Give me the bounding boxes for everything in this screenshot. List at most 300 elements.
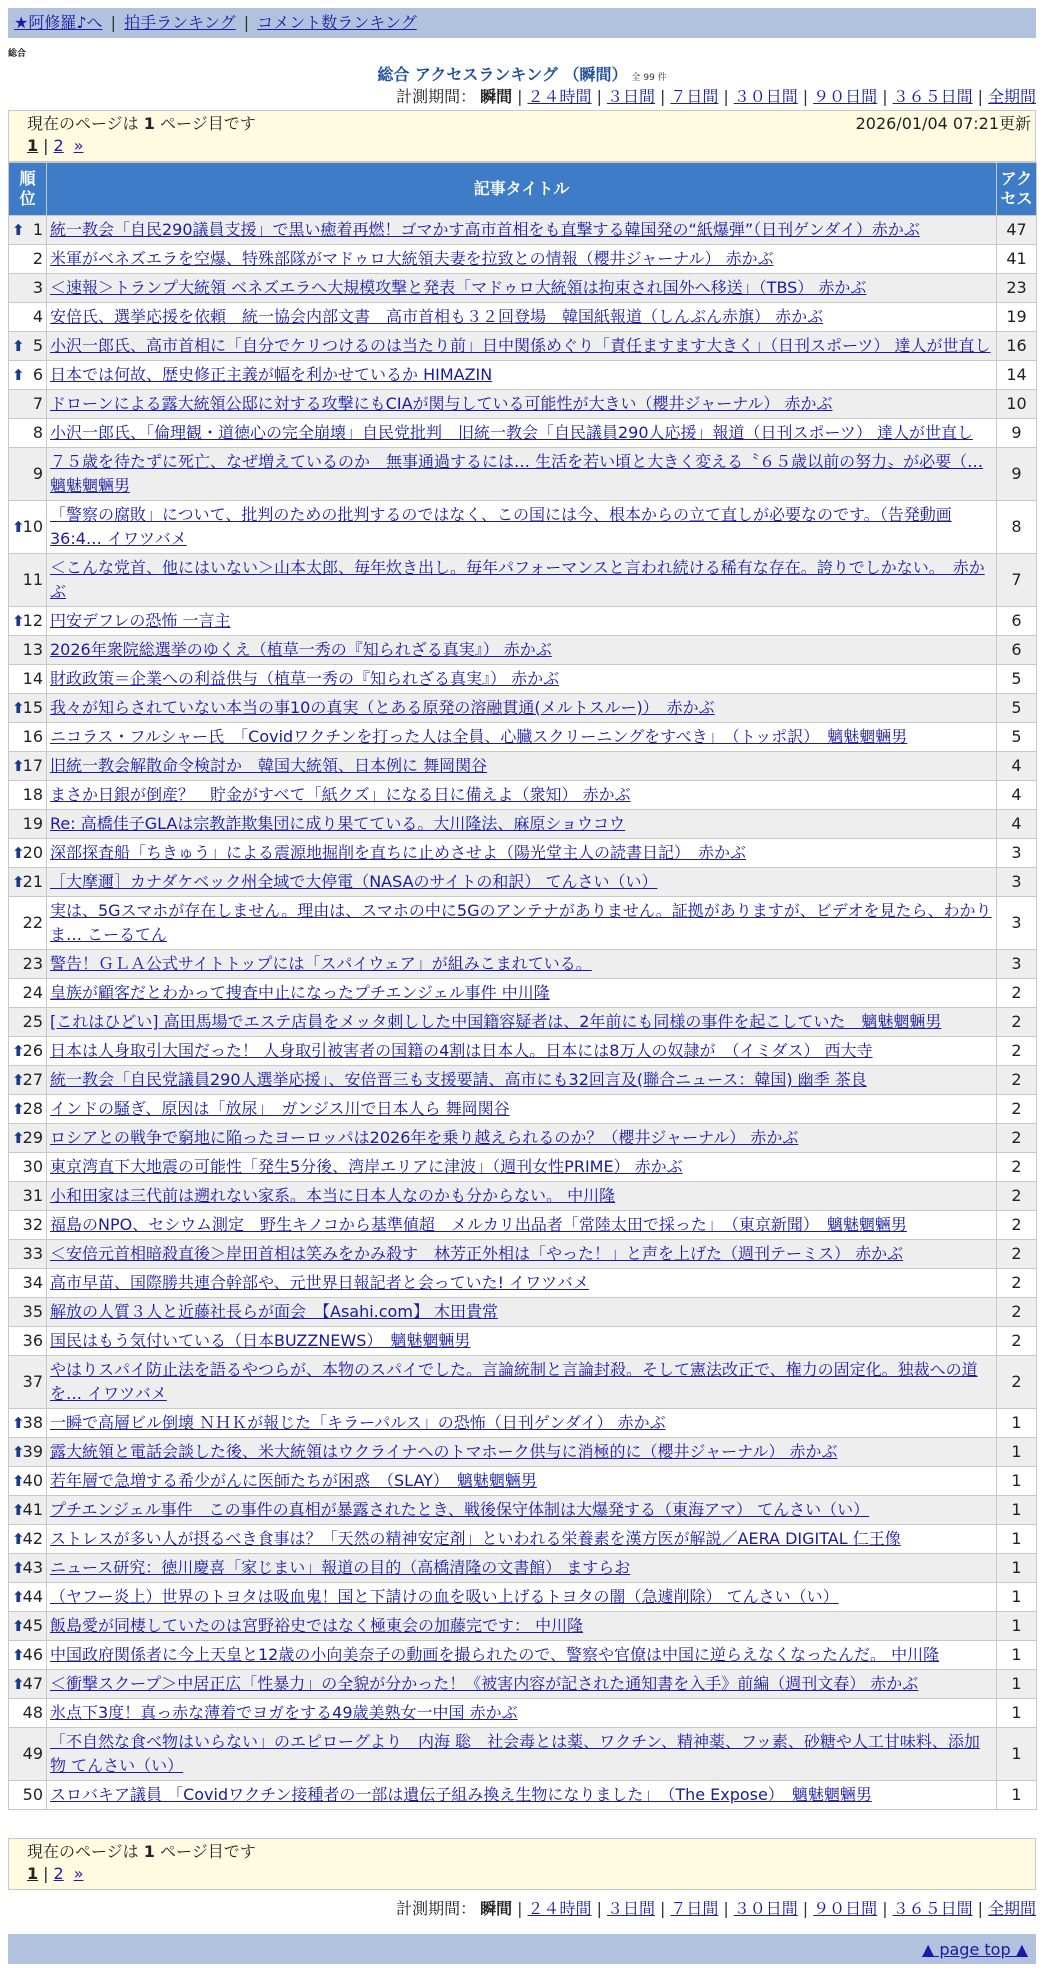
rank-cell	[9, 1240, 47, 1269]
access-count: 2	[997, 1153, 1037, 1182]
title-cell	[47, 1525, 997, 1554]
rank-cell	[9, 332, 47, 361]
access-count: 3	[997, 868, 1037, 897]
table-row	[9, 979, 1037, 1008]
rank-number: 8	[32, 423, 43, 442]
title-cell	[47, 1211, 997, 1240]
rank-cell	[9, 1670, 47, 1699]
rank-up-arrow-icon: ⬆	[12, 518, 25, 536]
title-cell	[47, 781, 997, 810]
access-count: 5	[997, 694, 1037, 723]
page-info-top	[8, 110, 1036, 162]
article-title-link[interactable]: 日本では何故、歴史修正主義が幅を利かせているか HIMAZIN	[50, 365, 493, 384]
access-count: 6	[997, 607, 1037, 636]
title-cell	[47, 1356, 997, 1409]
rank-number: 35	[22, 1302, 43, 1321]
article-title-link[interactable]: 小和田家は三代前は遡れない家系。本当に日本人なのかも分からない。 中川隆	[50, 1186, 616, 1205]
pagination-current: 1	[27, 1864, 39, 1883]
rank-cell	[9, 781, 47, 810]
title-cell	[47, 361, 997, 390]
table-row	[9, 1670, 1037, 1699]
article-title-link[interactable]: ドローンによる露大統領公邸に対する攻撃にもCIAが関与している可能性が大きい（櫻井ジャーナル） 赤かぶ	[50, 394, 833, 413]
article-title-link[interactable]: やはりスパイ防止法を語るやつらが、本物のスパイでした。言論統制と言論封殺。そして憲法改正で、権力の固定化。独裁への道を… イワツバメ	[50, 1360, 978, 1403]
period-option-7[interactable]: 全期間	[987, 87, 1036, 106]
article-title-link[interactable]: 実は、5Gスマホが存在しません。理由は、スマホの中に5Gのアンテナがありません。証拠がありますが、ビデオを見たら、わかりま… こーるてん	[50, 901, 992, 944]
rank-up-arrow-icon: ⬆	[12, 1042, 25, 1060]
rank-number: 22	[22, 913, 43, 932]
article-title-link[interactable]: 小沢一郎氏、「倫理観・道徳心の完全崩壊」自民党批判 旧統一教会「自民議員290人応援」報道（日刊スポーツ） 達人が世直し	[50, 423, 973, 442]
article-title-link[interactable]: ＜衝撃スクープ＞中居正広「性暴力」の全貌が分かった！《被害内容が記された通知書を入手》前編（週刊文春） 赤かぶ	[50, 1674, 919, 1693]
article-title-link[interactable]: （ヤフー炎上）世界のトヨタは吸血鬼！国と下請けの血を吸い上げるトヨタの闇（急遽削除） てんさい（い）	[50, 1587, 839, 1606]
table-row	[9, 1298, 1037, 1327]
table-row	[9, 1438, 1037, 1467]
rank-number: 16	[22, 727, 43, 746]
rank-up-arrow-icon: ⬆	[12, 337, 25, 355]
table-row	[9, 1327, 1037, 1356]
rank-cell	[9, 839, 47, 868]
period-option-3[interactable]: ７日間	[670, 87, 719, 106]
period-option-1[interactable]: ２４時間	[527, 87, 592, 106]
access-count: 6	[997, 636, 1037, 665]
article-title-link[interactable]: プチエンジェル事件 この事件の真相が暴露されたとき、戦後保守体制は大爆発する（東海アマ） てんさい（い）	[50, 1500, 870, 1519]
table-row	[9, 1641, 1037, 1670]
rank-up-arrow-icon: ⬆	[12, 1588, 25, 1606]
title-cell	[47, 897, 997, 950]
access-count: 1	[997, 1641, 1037, 1670]
page-info-bottom	[8, 1838, 1036, 1890]
article-title-link[interactable]: 皇族が顧客だとわかって捜査中止になったプチエンジェル事件 中川隆	[50, 983, 550, 1002]
table-row	[9, 1066, 1037, 1095]
access-count: 9	[997, 419, 1037, 448]
article-title-link[interactable]: 東京湾直下大地震の可能性「発生5分後、湾岸エリアに津波」（週刊女性PRIME） 赤かぶ	[50, 1157, 683, 1176]
article-title-link[interactable]: 飯島愛が同棲していたのは宮野裕史ではなく極東会の加藤完です： 中川隆	[50, 1616, 584, 1635]
rank-cell	[9, 665, 47, 694]
article-title-link[interactable]: 深部探査船「ちきゅう」による震源地掘削を直ちに止めさせよ（陽光堂主人の読書日記） 赤かぶ	[50, 843, 747, 862]
rank-number: 44	[22, 1587, 43, 1606]
table-row	[9, 1583, 1037, 1612]
title-cell	[47, 1298, 997, 1327]
rank-number: 36	[22, 1331, 43, 1350]
rank-cell	[9, 1037, 47, 1066]
table-row	[9, 1008, 1037, 1037]
access-count: 2	[997, 1269, 1037, 1298]
rank-number: 2	[32, 249, 43, 268]
access-count: 1	[997, 1438, 1037, 1467]
title-cell	[47, 419, 997, 448]
col-header-rank: 順位	[9, 163, 47, 216]
rank-cell	[9, 390, 47, 419]
period-option-3[interactable]: ７日間	[670, 1899, 719, 1918]
title-cell	[47, 1612, 997, 1641]
period-option-1[interactable]: ２４時間	[527, 1899, 592, 1918]
period-separator: |	[802, 87, 809, 106]
rank-number: 23	[22, 954, 43, 973]
access-count: 10	[997, 390, 1037, 419]
article-title-link[interactable]: 安倍氏、選挙応援を依頼 統一協会内部文書 高市首相も３２回登場 韓国紙報道（しんぶん赤旗） 赤かぶ	[50, 307, 824, 326]
access-count: 4	[997, 781, 1037, 810]
title-cell	[47, 1327, 997, 1356]
pagination-page-2[interactable]: 2	[53, 1864, 64, 1883]
table-row	[9, 1095, 1037, 1124]
rank-number: 20	[22, 843, 43, 862]
pagination-page-2[interactable]: 2	[53, 136, 64, 155]
period-separator: |	[659, 87, 666, 106]
article-title-link[interactable]: 旧統一教会解散命令検討か 韓国大統領、日本例に 舞岡関谷	[50, 756, 488, 775]
article-title-link[interactable]: スロバキア議員 「Covidワクチン接種者の一部は遺伝子組み換え生物になりました」 （The Expose） 魑魅魍魎男	[50, 1785, 872, 1804]
period-separator: |	[659, 1899, 666, 1918]
rank-up-arrow-icon: ⬆	[12, 1443, 25, 1461]
title-cell	[47, 1670, 997, 1699]
title-cell	[47, 1124, 997, 1153]
article-title-link[interactable]: 財政政策＝企業への利益供与（植草一秀の『知られざる真実』） 赤かぶ	[50, 669, 560, 688]
period-label: 計測期間：	[396, 87, 477, 106]
access-count: 2	[997, 1298, 1037, 1327]
page-status-text: 現在のページは 1 ページ目です	[27, 114, 256, 133]
table-row	[9, 636, 1037, 665]
period-option-5[interactable]: ９０日間	[813, 1899, 878, 1918]
table-row	[9, 274, 1037, 303]
period-separator: |	[517, 1899, 523, 1918]
rank-number: 42	[22, 1529, 43, 1548]
rank-number: 43	[22, 1558, 43, 1577]
rank-number: 38	[22, 1413, 43, 1432]
table-row	[9, 1467, 1037, 1496]
rank-number: 13	[22, 640, 43, 659]
ranking-table	[8, 162, 1037, 1810]
title-cell	[47, 554, 997, 607]
rank-up-arrow-icon: ⬆	[12, 221, 25, 239]
rank-cell	[9, 1008, 47, 1037]
article-title-link[interactable]: 一瞬で高層ビル倒壊 ＮＨＫが報じた「キラーパルス」の恐怖（日刊ゲンダイ） 赤かぶ	[50, 1413, 666, 1432]
rank-cell	[9, 868, 47, 897]
access-count: 2	[997, 1095, 1037, 1124]
rank-number: 19	[22, 814, 43, 833]
period-option-6[interactable]: ３６５日間	[892, 87, 973, 106]
rank-cell	[9, 448, 47, 501]
period-option-6[interactable]: ３６５日間	[892, 1899, 973, 1918]
rank-number: 1	[32, 220, 43, 239]
access-count: 4	[997, 752, 1037, 781]
page-top-link[interactable]: ▲ page top ▲	[921, 1940, 1028, 1959]
article-title-link[interactable]: Re: 高橋佳子GLAは宗教詐欺集団に成り果てている。大川隆法、麻原ショウコウ	[50, 814, 626, 833]
applause-ranking-link[interactable]: 拍手ランキング	[124, 13, 236, 32]
article-title-link[interactable]: 露大統領と電話会談した後、米大統領はウクライナへのトマホーク供与に消極的に（櫻井ジャーナル） 赤かぶ	[50, 1442, 838, 1461]
table-row	[9, 752, 1037, 781]
rank-cell	[9, 810, 47, 839]
table-row	[9, 868, 1037, 897]
title-cell	[47, 1641, 997, 1670]
rank-number: 6	[32, 365, 43, 384]
access-count: 16	[997, 332, 1037, 361]
article-title-link[interactable]: ＜安倍元首相暗殺直後＞岸田首相は笑みをかみ殺す 林芳正外相は「やった！」と声を上げた（週刊テーミス） 赤かぶ	[50, 1244, 904, 1263]
pagination-current: 1	[27, 136, 39, 155]
access-count: 1	[997, 1467, 1037, 1496]
rank-cell	[9, 897, 47, 950]
article-title-link[interactable]: ＜速報＞トランプ大統領 ベネズエラへ大規模攻撃と発表「マドゥロ大統領は拘束され国外へ移送」（TBS） 赤かぶ	[50, 278, 867, 297]
col-header-title: 記事タイトル	[47, 163, 997, 216]
article-title-link[interactable]: 中国政府関係者に今上天皇と12歳の小向美奈子の動画を撮られたので、警察や官僚は中国に逆らえなくなったんだ。 中川隆	[50, 1645, 940, 1664]
table-row	[9, 665, 1037, 694]
rank-up-arrow-icon: ⬆	[12, 1472, 25, 1490]
rank-cell	[9, 1124, 47, 1153]
access-count: 7	[997, 554, 1037, 607]
top-nav-bar	[8, 8, 1036, 38]
title-cell	[47, 390, 997, 419]
title-cell	[47, 839, 997, 868]
access-count: 47	[997, 216, 1037, 245]
rank-number: 12	[22, 611, 43, 630]
access-count: 23	[997, 274, 1037, 303]
title-cell	[47, 1728, 997, 1781]
article-title-link[interactable]: 統一教会「自民290議員支援」で黒い癒着再燃！ゴマかす高市首相をも直撃する韓国発の“紙爆弾”（日刊ゲンダイ）赤かぶ	[50, 220, 920, 239]
period-option-2[interactable]: ３日間	[606, 1899, 655, 1918]
access-count: 1	[997, 1781, 1037, 1810]
rank-up-arrow-icon: ⬆	[12, 1129, 25, 1147]
access-count: 3	[997, 950, 1037, 979]
rank-cell	[9, 1641, 47, 1670]
rank-number: 39	[22, 1442, 43, 1461]
category-label: 総合	[8, 49, 27, 59]
rank-number: 5	[32, 336, 43, 355]
rank-cell	[9, 1554, 47, 1583]
title-cell	[47, 723, 997, 752]
rank-number: 40	[22, 1471, 43, 1490]
rank-up-arrow-icon: ⬆	[12, 699, 25, 717]
table-row	[9, 1612, 1037, 1641]
page-title-row	[0, 62, 1044, 85]
table-row	[9, 1699, 1037, 1728]
article-title-link[interactable]: 日本は人身取引大国だった！ 人身取引被害者の国籍の4割は日本人。日本には8万人の奴隷が （イミダス） 西大寺	[50, 1041, 873, 1060]
article-title-link[interactable]: 2026年衆院総選挙のゆくえ（植草一秀の『知られざる真実』） 赤かぶ	[50, 640, 552, 659]
rank-cell	[9, 979, 47, 1008]
article-title-link[interactable]: 高市早苗、国際勝共連合幹部や、元世界日報記者と会っていた! イワツバメ	[50, 1273, 589, 1292]
table-row	[9, 1781, 1037, 1810]
pagination-top: 1 | 2 »	[27, 136, 84, 155]
rank-cell	[9, 1066, 47, 1095]
table-row	[9, 1037, 1037, 1066]
access-count: 1	[997, 1496, 1037, 1525]
rank-number: 31	[22, 1186, 43, 1205]
title-cell	[47, 501, 997, 554]
rank-number: 32	[22, 1215, 43, 1234]
rank-cell	[9, 1438, 47, 1467]
rank-cell	[9, 1583, 47, 1612]
rank-cell	[9, 1269, 47, 1298]
access-count: 2	[997, 1356, 1037, 1409]
article-title-link[interactable]: 小沢一郎氏、高市首相に「自分でケリつけるのは当たり前」日中関係めぐり「責任ますます大きく」（日刊スポーツ） 達人が世直し	[50, 336, 991, 355]
rank-cell	[9, 216, 47, 245]
rank-cell	[9, 1356, 47, 1409]
title-cell	[47, 607, 997, 636]
period-separator: |	[517, 87, 523, 106]
rank-cell	[9, 1327, 47, 1356]
access-count: 14	[997, 361, 1037, 390]
period-current: 瞬間	[480, 1899, 513, 1918]
article-title-link[interactable]: ロシアとの戦争で窮地に陥ったヨーロッパは2026年を乗り越えられるのか？（櫻井ジャーナル） 赤かぶ	[50, 1128, 799, 1147]
article-title-link[interactable]: インドの騒ぎ、原因は「放尿」 ガンジス川で日本人ら 舞岡関谷	[50, 1099, 510, 1118]
rank-cell	[9, 1409, 47, 1438]
updated-timestamp: 2026/01/04 07:21更新	[855, 114, 1031, 133]
period-option-4[interactable]: ３０日間	[733, 1899, 798, 1918]
nav-separator: |	[110, 13, 117, 32]
table-header	[9, 163, 1037, 216]
pagination-next[interactable]: »	[73, 1864, 84, 1883]
article-title-link[interactable]: [これはひどい] 高田馬場でエステ店員をメッタ刺しした中国籍容疑者は、2年前にも同様の事件を起こしていた 魑魅魍魎男	[50, 1012, 942, 1031]
rank-cell	[9, 1728, 47, 1781]
title-cell	[47, 1095, 997, 1124]
rank-number: 28	[22, 1099, 43, 1118]
article-title-link[interactable]: 米軍がベネズエラを空爆、特殊部隊がマドゥロ大統領夫妻を拉致との情報（櫻井ジャーナル） 赤かぶ	[50, 249, 774, 268]
rank-cell	[9, 607, 47, 636]
access-count: 1	[997, 1554, 1037, 1583]
table-row	[9, 501, 1037, 554]
rank-cell	[9, 554, 47, 607]
rank-number: 47	[22, 1674, 43, 1693]
rank-number: 25	[22, 1012, 43, 1031]
rank-cell	[9, 303, 47, 332]
article-title-link[interactable]: 福島のNPO、セシウム測定 野生キノコから基準値超 メルカリ出品者「常陸太田で採った」 （東京新聞） 魑魅魍魎男	[50, 1215, 907, 1234]
article-title-link[interactable]: 円安デフレの恐怖 一言主	[50, 611, 231, 630]
title-cell	[47, 303, 997, 332]
rank-cell	[9, 950, 47, 979]
title-cell	[47, 1153, 997, 1182]
rank-number: 30	[22, 1157, 43, 1176]
rank-number: 37	[22, 1372, 43, 1391]
rank-up-arrow-icon: ⬆	[12, 1675, 25, 1693]
article-title-link[interactable]: ニュース研究：徳川慶喜「家じまい」報道の目的（高橋清隆の文書館） ますらお	[50, 1558, 631, 1577]
article-title-link[interactable]: 統一教会「自民党議員290人選挙応援」、安倍晋三も支援要請、高市にも32回言及(聯合ニュース：韓国) 幽季 茶良	[50, 1070, 867, 1089]
table-row	[9, 694, 1037, 723]
table-row	[9, 419, 1037, 448]
article-title-link[interactable]: 我々が知らされていない本当の事10の真実（とある原発の溶融貫通(メルトスルー)） 赤かぶ	[50, 698, 715, 717]
rank-number: 46	[22, 1645, 43, 1664]
access-count: 5	[997, 723, 1037, 752]
ranking-body	[9, 216, 1037, 1810]
rank-up-arrow-icon: ⬆	[12, 1530, 25, 1548]
page-status-text: 現在のページは 1 ページ目です	[27, 1842, 256, 1861]
article-title-link[interactable]: ストレスが多い人が摂るべき食事は？「天然の精神安定剤」といわれる栄養素を漢方医が解説／AERA DIGITAL 仁王像	[50, 1529, 901, 1548]
rank-cell	[9, 1781, 47, 1810]
table-row	[9, 1153, 1037, 1182]
article-title-link[interactable]: 「不自然な食べ物はいらない」のエピローグより 内海 聡 社会毒とは薬、ワクチン、精神薬、フッ素、砂糖や人工甘味料、添加物 てんさい（い）	[50, 1732, 980, 1775]
access-count: 1	[997, 1728, 1037, 1781]
table-row	[9, 361, 1037, 390]
title-cell	[47, 245, 997, 274]
table-row	[9, 332, 1037, 361]
article-title-link[interactable]: ［大摩邇］カナダケベック州全域で大停電（NASAのサイトの和訳） てんさい（い）	[50, 872, 658, 891]
article-title-link[interactable]: ニコラス・フルシャー氏 「Covidワクチンを打った人は全員、心臓スクリーニングをすべき」 （トッポ訳） 魑魅魍魎男	[50, 727, 908, 746]
table-row	[9, 1211, 1037, 1240]
table-row	[9, 1182, 1037, 1211]
rank-up-arrow-icon: ⬆	[12, 1100, 25, 1118]
title-cell	[47, 1781, 997, 1810]
period-separator: |	[596, 1899, 602, 1918]
access-count: 2	[997, 1124, 1037, 1153]
article-title-link[interactable]: 警告！ＧＬＡ公式サイトトップには「スパイウェア」が組みこまれている。	[50, 954, 592, 973]
access-count: 3	[997, 897, 1037, 950]
rank-up-arrow-icon: ⬆	[12, 612, 25, 630]
title-cell	[47, 332, 997, 361]
article-title-link[interactable]: 氷点下3度！真っ赤な薄着でヨガをする49歳美熟女一中国 赤かぶ	[50, 1703, 518, 1722]
rank-number: 17	[22, 756, 43, 775]
access-count: 2	[997, 1211, 1037, 1240]
access-count: 8	[997, 501, 1037, 554]
access-count: 1	[997, 1409, 1037, 1438]
article-title-link[interactable]: 「警察の腐敗」について、批判のための批判するのではなく、この国には今、根本からの立て直しが必要なのです。（告発動画36:4… イワツバメ	[50, 505, 952, 548]
rank-cell	[9, 1467, 47, 1496]
rank-cell	[9, 245, 47, 274]
footer-bar	[8, 1934, 1036, 1964]
access-count: 2	[997, 1066, 1037, 1095]
title-cell	[47, 868, 997, 897]
table-row	[9, 216, 1037, 245]
rank-cell	[9, 752, 47, 781]
access-count: 2	[997, 1008, 1037, 1037]
period-option-7[interactable]: 全期間	[987, 1899, 1036, 1918]
period-option-5[interactable]: ９０日間	[813, 87, 878, 106]
title-cell	[47, 1496, 997, 1525]
access-count: 2	[997, 1327, 1037, 1356]
col-header-access: アクセス	[997, 163, 1037, 216]
period-separator: |	[882, 87, 888, 106]
title-cell	[47, 979, 997, 1008]
rank-number: 26	[22, 1041, 43, 1060]
rank-cell	[9, 1612, 47, 1641]
access-count: 1	[997, 1525, 1037, 1554]
rank-up-arrow-icon: ⬆	[12, 1501, 25, 1519]
article-title-link[interactable]: ＜こんな党首、他にはいない＞山本太郎、毎年炊き出し。毎年パフォーマンスと言われ続ける稀有な存在。誇りでしかない。 赤かぶ	[50, 558, 985, 601]
comment-ranking-link[interactable]: コメント数ランキング	[257, 13, 417, 32]
pagination-next[interactable]: »	[73, 136, 84, 155]
table-row	[9, 810, 1037, 839]
table-row	[9, 839, 1037, 868]
article-title-link[interactable]: まさか日銀が倒産？ 貯金がすべて「紙クズ」になる日に備えよ（衆知） 赤かぶ	[50, 785, 631, 804]
rank-number: 27	[22, 1070, 43, 1089]
access-count: 2	[997, 979, 1037, 1008]
title-cell	[47, 216, 997, 245]
home-link[interactable]: ★阿修羅♪へ	[14, 13, 103, 32]
title-cell	[47, 1066, 997, 1095]
title-cell	[47, 694, 997, 723]
rank-up-arrow-icon: ⬆	[12, 1414, 25, 1432]
table-row	[9, 950, 1037, 979]
title-cell	[47, 1554, 997, 1583]
rank-number: 15	[22, 698, 43, 717]
article-title-link[interactable]: 解放の人質３人と近藤社長らが面会 【Asahi.com】 木田貴常	[50, 1302, 499, 1321]
table-row	[9, 554, 1037, 607]
rank-cell	[9, 1496, 47, 1525]
rank-number: 9	[32, 464, 43, 483]
table-row	[9, 781, 1037, 810]
table-row	[9, 303, 1037, 332]
rank-up-arrow-icon: ⬆	[12, 844, 25, 862]
period-selector-bottom	[396, 1898, 1036, 1920]
article-title-link[interactable]: 若年層で急増する希少がんに医師たちが困惑 （SLAY） 魑魅魍魎男	[50, 1471, 537, 1490]
period-option-4[interactable]: ３０日間	[733, 87, 798, 106]
article-title-link[interactable]: ７５歳を待たずに死亡、なぜ増えているのか 無事通過するには… 生活を若い頃と大きく変える〝６５歳以前の努力〟が必要（… 魑魅魍魎男	[50, 452, 984, 495]
rank-up-arrow-icon: ⬆	[12, 1617, 25, 1635]
table-row	[9, 1554, 1037, 1583]
rank-number: 21	[22, 872, 43, 891]
table-row	[9, 607, 1037, 636]
rank-cell	[9, 1182, 47, 1211]
article-title-link[interactable]: 国民はもう気付いている（日本BUZZNEWS） 魑魅魍魎男	[50, 1331, 471, 1350]
rank-number: 49	[22, 1744, 43, 1763]
period-option-2[interactable]: ３日間	[606, 87, 655, 106]
rank-number: 24	[22, 983, 43, 1002]
access-count: 2	[997, 1240, 1037, 1269]
table-row	[9, 1356, 1037, 1409]
